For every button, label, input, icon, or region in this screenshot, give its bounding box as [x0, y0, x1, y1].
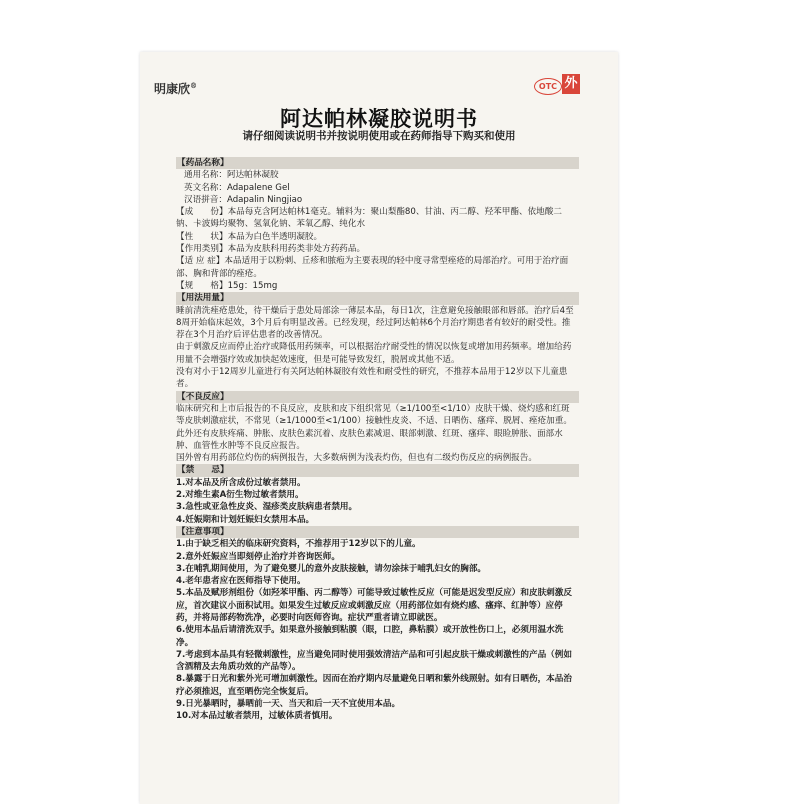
caution-item: 7.考虑到本品具有轻微刺激性，应当避免同时使用强效清洁产品和可引起皮肤干燥或刺激性的产品（例如含酒精及去角质功效的产品等）。	[176, 649, 572, 673]
contra-item: 4.妊娠期和计划妊娠妇女禁用本品。	[176, 514, 315, 525]
usage-paragraph: 由于刺激反应而停止治疗或降低用药频率，可以根据治疗耐受性的情况以恢复或增加用药频率。增加给药用量不会增强疗效或加快起效速度，但是可能导致发红，脱屑或其他不适。	[176, 342, 572, 365]
caution-item: 1.由于缺乏相关的临床研究资料，不推荐用于12岁以下的儿童。	[176, 539, 421, 550]
name-line: 汉语拼音：Adapalin Ningjiao	[184, 194, 303, 205]
caution-item: 3.在哺乳期间使用，为了避免婴儿的意外皮肤接触，请勿涂抹于哺乳妇女的胸部。	[176, 563, 487, 574]
otc-badge: OTC	[534, 78, 562, 95]
brand-name: 明康欣	[154, 82, 191, 96]
name-line: 英文名称：Adapalene Gel	[184, 182, 290, 193]
section-header-usage: 【用法用量】	[176, 292, 579, 304]
adverse-paragraph: 临床研究和上市后报告的不良反应，皮肤和皮下组织常见（≥1/100至<1/10）皮肤干燥、烧灼感和红斑等皮肤刺激症状，不常见（≥1/1000至<1/100）接触性皮炎、不适、日晒伤、瘙痒、脱屑、痤疮加重。此外还有皮肤疼痛、肿胀、皮肤色素沉着、皮肤色素减退、眼部刺激、红斑、瘙痒、眼睑肿胀、面部水肿、血管性水肿等不良反应报告。	[176, 403, 572, 451]
document-subtitle: 请仔细阅读说明书并按说明使用或在药师指导下购买和使用	[242, 130, 516, 142]
contra-item: 2.对维生素A衍生物过敏者禁用。	[176, 490, 304, 501]
contra-item: 3.急性或亚急性皮炎、湿疹类皮肤病患者禁用。	[176, 502, 358, 513]
section-header-name: 【药品名称】	[176, 157, 579, 169]
caution-item: 9.日光暴晒时，暴晒前一天、当天和后一天不宜使用本品。	[176, 699, 401, 710]
section-category: 【作用类别】本品为皮肤科用药类非处方药药品。	[176, 244, 366, 255]
caution-item: 8.暴露于日光和紫外光可增加刺激性。因而在治疗期内尽量避免日晒和紫外线照射。如有日晒伤，本品治疗必须推迟，直至晒伤完全恢复后。	[176, 674, 572, 697]
caution-item: 10.对本品过敏者禁用，过敏体质者慎用。	[176, 711, 338, 722]
section-header-contraindications: 【禁 忌】	[176, 464, 579, 476]
brand-logo	[154, 80, 197, 97]
caution-item: 2.意外妊娠应当即刻停止治疗并咨询医师。	[176, 551, 340, 562]
caution-item: 6.使用本品后请清洗双手。如果意外接触到粘膜（眼，口腔，鼻粘膜）或开放性伤口上，必须用温水洗净。	[176, 625, 564, 648]
section-indications: 【适 应 症】本品适用于以粉刺、丘疹和脓疱为主要表现的轻中度寻常型痤疮的局部治疗。可用于治疗面部、胸和背部的痤疮。	[176, 256, 569, 279]
document-title: 阿达帕林凝胶说明书	[280, 106, 478, 131]
usage-paragraph: 没有对小于12周岁儿童进行有关阿达帕林凝胶有效性和耐受性的研究，不推荐本品用于12岁以下儿童患者。	[176, 367, 568, 390]
section-header-cautions: 【注意事项】	[176, 526, 579, 538]
caution-item: 5.本品及赋形剂组份（如羟苯甲酯、丙二醇等）可能导致过敏性反应（可能是迟发型反应）和皮肤刺激反应，首次建议小面积试用。如果发生过敏反应或刺激反应（用药部位如有烧灼感、瘙痒、红肿等）应停药，并将局部药物洗净，必要时向医师咨询。症状严重者请立即就医。	[176, 588, 572, 623]
caution-item: 4.老年患者应在医师指导下使用。	[176, 576, 306, 587]
section-composition: 【成 份】本品每克含阿达帕林1毫克。辅料为：聚山梨酯80、甘油、丙二醇、羟苯甲酯、依地酸二钠、卡波姆均聚物、氢氧化钠、苯氧乙醇、纯化水	[176, 207, 562, 230]
registered-mark: ®	[190, 81, 198, 90]
section-spec: 【规 格】15g：15mg	[176, 280, 278, 291]
usage-paragraph: 睡前清洗痤疮患处，待干燥后于患处局部涂一薄层本品，每日1次，注意避免接触眼部和唇部。治疗后4至8周开始临床起效，3个月后有明显改善。已经发现，经过阿达帕林6个月治疗期患者有较好的耐受性。推荐在3个月治疗后评估患者的改善情况。	[176, 305, 574, 341]
adverse-paragraph: 国外曾有用药部位灼伤的病例报告，大多数病例为浅表灼伤，但也有二级灼伤反应的病例报告。	[176, 453, 537, 464]
section-header-adverse: 【不良反应】	[176, 391, 579, 403]
leaflet-content	[176, 157, 578, 723]
external-use-badge: 外	[562, 74, 580, 94]
name-line: 通用名称：阿达帕林凝胶	[184, 170, 279, 181]
section-properties: 【性 状】本品为白色半透明凝胶。	[176, 231, 323, 242]
contra-item: 1.对本品及所含成份过敏者禁用。	[176, 477, 306, 488]
